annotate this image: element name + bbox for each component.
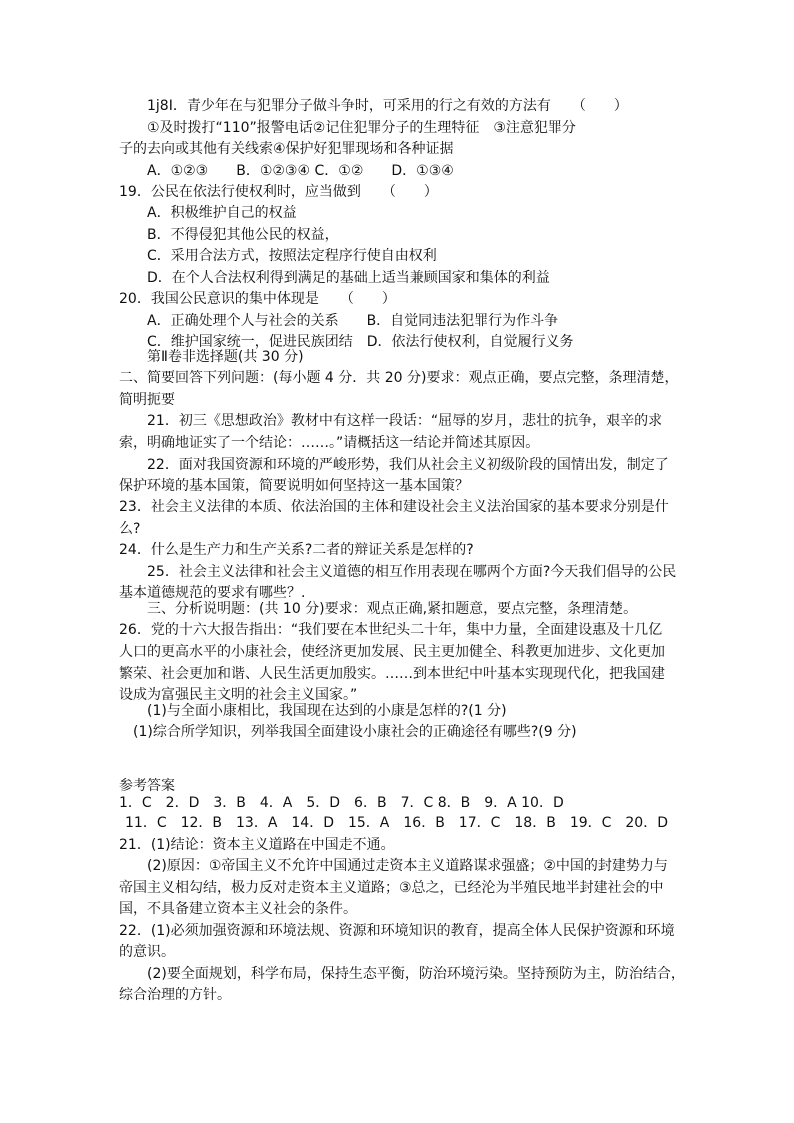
question-21: 21．初三《思想政治》教材中有这样一段话：“屈辱的岁月，悲壮的抗争，艰辛的求 [147, 413, 663, 429]
question-19-option-d: D．在个人合法权利得到满足的基础上适当兼顾国家和集体的利益 [147, 270, 550, 286]
question-26-sub-2: (1)综合所学知识，列举我国全面建设小康社会的正确途径有哪些?(9 分) [133, 724, 577, 740]
question-20: 20．我国公民意识的集中体现是 （ ） [119, 291, 396, 307]
answer-22-part-1: 22．(1)必须加强资源和环境法规、资源和环境知识的教育，提高全体人民保护资源和环境 [119, 923, 675, 939]
question-23: 23．社会主义法律的本质、依法治国的主体和建设社会主义法治国家的基本要求分别是什 [119, 499, 669, 515]
question-26-sub-1: (1)与全面小康相比，我国现在达到的小康是怎样的?(1 分) [147, 703, 507, 719]
part-2-instructions: 二、简要回答下列问题：(每小题 4 分．共 20 分)要求：观点正确，要点完整，条理清楚， [119, 370, 679, 386]
question-20-options-cd: C．维护国家统一，促进民族团结 D．依法行使权利，自觉履行义务 [147, 334, 574, 350]
answer-22-part-2: (2)要全面规划，科学布局，保持生态平衡，防治环境污染。坚持预防为主，防治结合， [147, 966, 685, 982]
question-26-cont-3: 设成为富强民主文明的社会主义国家。” [119, 687, 358, 703]
question-18-statements: ①及时拨打“110”报警电话②记住犯罪分子的生理特征 ③注意犯罪分 [147, 120, 576, 136]
answers-1-10: 1．C 2．D 3．B 4．A 5．D 6．B 7．C 8．B 9．A 10．D [119, 795, 564, 811]
question-23-cont: 么? [119, 521, 141, 537]
question-26-cont-1: 人口的更高水平的小康社会，使经济更加发展、民主更加健全、科教更加进步、文化更加 [119, 644, 665, 660]
question-19-option-a: A．积极维护自己的权益 [147, 205, 297, 221]
question-19-option-c: C．采用合法方式，按照法定程序行使自由权利 [147, 248, 437, 264]
part-2-instructions-cont: 简明扼要 [119, 392, 175, 408]
answer-22-part-1-cont: 的意识。 [119, 944, 175, 960]
answer-22-part-2-cont: 综合治理的方针。 [119, 987, 231, 1003]
answer-key-heading: 参考答案 [119, 778, 175, 794]
question-20-options-ab: A．正确处理个人与社会的关系 B．自觉同违法犯罪行为作斗争 [147, 313, 559, 329]
answer-21-part-2-cont-1: 帝国主义相勾结，极力反对走资本主义道路；③总之，已经沦为半殖民地半封建社会的中 [119, 880, 664, 896]
answer-21-part-1: 21．(1)结论：资本主义道路在中国走不通。 [119, 837, 395, 853]
section-2-heading: 第Ⅱ卷非选择题(共 30 分) [147, 349, 304, 365]
question-18-statements-cont: 子的去向或其他有关线索④保护好犯罪现场和各种证据 [119, 141, 454, 157]
question-22: 22．面对我国资源和环境的严峻形势，我们从社会主义初级阶段的国情出发，制定了 [147, 457, 669, 473]
question-25-cont: 基本道德规范的要求有哪些？. [119, 585, 306, 601]
question-25: 25．社会主义法律和社会主义道德的相互作用表现在哪两个方面?今天我们倡导的公民 [147, 564, 677, 580]
question-19: 19．公民在依法行使权利时，应当做到 （ ） [119, 184, 438, 200]
answer-21-part-2: (2)原因：①帝国主义不允许中国通过走资本主义道路谋求强盛；②中国的封建势力与 [147, 858, 668, 874]
answers-11-20: 11．C 12．B 13．A 14．D 15．A 16．B 17．C 18．B 19．C 20．D [125, 815, 668, 831]
answer-21-part-2-cont-2: 国，不具备建立资本主义社会的条件。 [119, 901, 357, 917]
question-26-cont-2: 繁荣、社会更加和谐、人民生活更加殷实。……到本世纪中叶基本实现现代化，把我国建 [119, 666, 665, 682]
part-3-instructions: 三、分析说明题：(共 10 分)要求：观点正确,紧扣题意，要点完整，条理清楚。 [147, 601, 638, 617]
question-19-option-b: B．不得侵犯其他公民的权益， [147, 227, 339, 243]
question-22-cont: 保护环境的基本国策，简要说明如何坚持这一基本国策？ [119, 478, 469, 494]
question-26: 26．党的十六大报告指出：“我们要在本世纪头二十年，集中力量，全面建设惠及十几亿 [119, 622, 663, 638]
question-21-cont: 索，明确地证实了一个结论：……。”请概括这一结论并简述其原因。 [119, 435, 540, 451]
question-24: 24．什么是生产力和生产关系?二者的辩证关系是怎样的? [119, 542, 474, 558]
question-18: 1j8I．青少年在与犯罪分子做斗争时，可采用的行之有效的方法有 （ ） [147, 98, 628, 114]
question-18-options: A．①②③ B．①②③④ C．①② D．①③④ [147, 163, 454, 179]
